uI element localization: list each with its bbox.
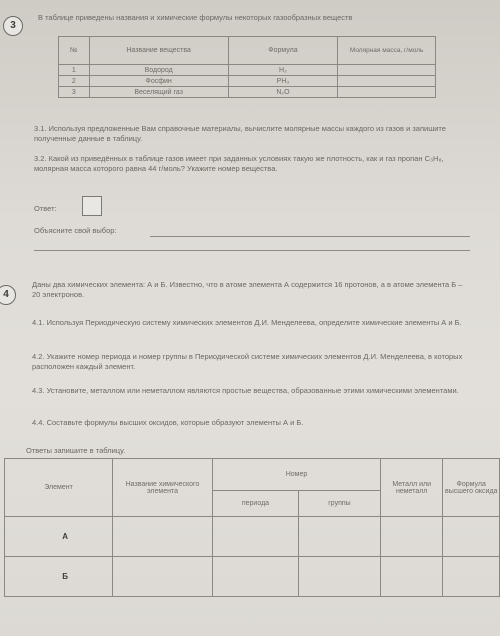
task-3-intro: В таблице приведены названия и химические формулы некоторых газообразных веществ — [38, 13, 353, 22]
elements-table-header-metal: Металл или неметалл — [380, 459, 442, 517]
answer-cell[interactable] — [298, 557, 380, 597]
gas-table-cell: N₂O — [228, 87, 338, 98]
gas-table-cell: Веселящий газ — [89, 87, 228, 98]
gas-table-cell: H₂ — [228, 65, 338, 76]
answer-cell[interactable] — [113, 557, 213, 597]
gas-table-header-name: Название вещества — [89, 37, 228, 65]
task-4-number: 4 — [0, 285, 16, 305]
gas-table-cell: Фосфин — [89, 76, 228, 87]
answer-cell[interactable] — [380, 517, 442, 557]
table-row — [59, 76, 436, 87]
answer-box[interactable] — [82, 196, 102, 216]
answers-label: Ответы запишите в таблицу. — [26, 446, 126, 455]
elements-table-header-number: Номер — [212, 459, 380, 491]
gas-table — [58, 36, 436, 98]
answer-cell[interactable] — [113, 517, 213, 557]
explain-answer-line[interactable] — [150, 236, 470, 237]
gas-table-cell: PH₃ — [228, 76, 338, 87]
explain-label: Объясните свой выбор: — [34, 226, 117, 235]
element-b-label: Б — [5, 557, 113, 597]
question-4-3: 4.3. Установите, металлом или неметаллом являются простые вещества, образованные этими химическими элементами. — [32, 386, 459, 395]
elements-table-header-period: периода — [212, 491, 298, 517]
answer-cell[interactable] — [298, 517, 380, 557]
gas-table-cell: 2 — [59, 76, 90, 87]
gas-table-cell: Водород — [89, 65, 228, 76]
table-row — [59, 65, 436, 76]
gas-table-cell: 3 — [59, 87, 90, 98]
elements-table — [4, 458, 500, 597]
elements-table-header-name: Название химического элемента — [113, 459, 213, 517]
gas-table-header-molar-mass: Молярная масса, г/моль — [338, 37, 436, 65]
elements-table-header-oxide: Формула высшего оксида — [443, 459, 500, 517]
explain-answer-line-2[interactable] — [34, 250, 470, 251]
question-4-1: 4.1. Используя Периодическую систему химических элементов Д.И. Менделеева, определите химические элементы А и Б. — [32, 318, 462, 327]
table-row — [5, 557, 500, 597]
question-3-2: 3.2. Какой из приведённых в таблице газов имеет при заданных условиях такую же плотность, как и газ пропан C₃H₈, молярная масса которого равна 44 г/моль? Укажите номер вещества. — [34, 154, 444, 173]
answer-cell[interactable] — [212, 557, 298, 597]
answer-cell[interactable] — [443, 557, 500, 597]
answer-cell[interactable] — [380, 557, 442, 597]
elements-table-header-group: группы — [298, 491, 380, 517]
table-row — [59, 87, 436, 98]
element-a-label: А — [5, 517, 113, 557]
question-4-4: 4.4. Составьте формулы высших оксидов, которые образуют элементы А и Б. — [32, 418, 304, 427]
molar-mass-input-cell[interactable] — [338, 65, 436, 76]
answer-cell[interactable] — [443, 517, 500, 557]
task-4-intro: Даны два химических элемента: А и Б. Известно, что в атоме элемента А содержится 16 протонов, а в атоме элемента Б – 20 электронов. — [32, 280, 463, 299]
gas-table-cell: 1 — [59, 65, 90, 76]
molar-mass-input-cell[interactable] — [338, 76, 436, 87]
gas-table-header-formula: Формула — [228, 37, 338, 65]
molar-mass-input-cell[interactable] — [338, 87, 436, 98]
question-4-2: 4.2. Укажите номер периода и номер группы в Периодической системе химических элементов Д.И. Менделеева, в которых расположен каждый элемент. — [32, 352, 463, 371]
gas-table-header-number: № — [59, 37, 90, 65]
answer-label: Ответ: — [34, 204, 57, 213]
table-row — [5, 517, 500, 557]
answer-cell[interactable] — [212, 517, 298, 557]
task-3-number: 3 — [3, 16, 23, 36]
question-3-1: 3.1. Используя предложенные Вам справочные материалы, вычислите молярные массы каждого из газов и запишите полученные данные в таблицу. — [34, 124, 446, 143]
elements-table-header-element: Элемент — [5, 459, 113, 517]
